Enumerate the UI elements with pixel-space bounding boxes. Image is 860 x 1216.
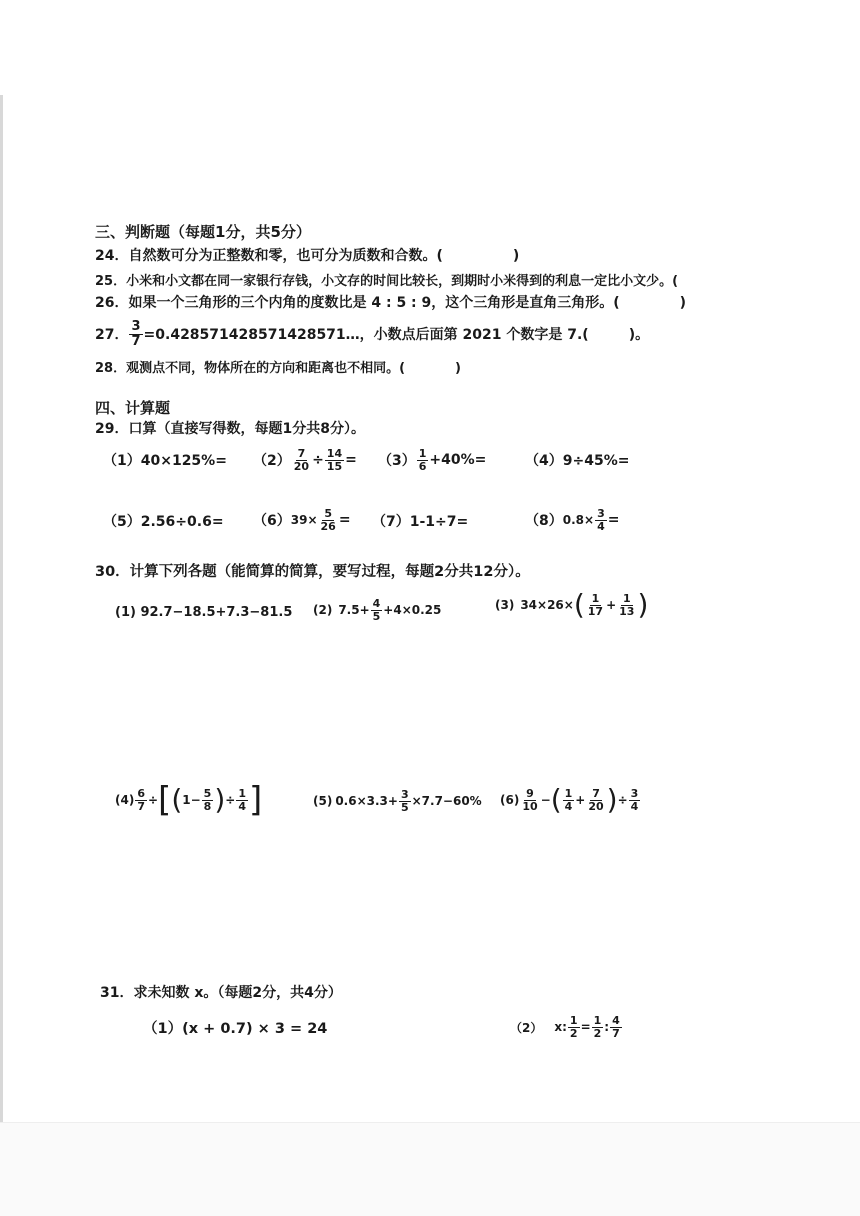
frac-num: 6 (137, 786, 145, 800)
oral-8-pre: 0.8× (562, 513, 595, 527)
question-29: 29．口算（直接写得数，每题1分共8分）。 (95, 421, 365, 437)
fraction (520, 788, 539, 812)
question-26-close: ) (679, 295, 687, 311)
equation-1: （1）(x + 0.7) × 3 = 24 (143, 1020, 328, 1037)
calc-3-pre: 34×26× (520, 598, 574, 612)
question-28-text: 28．观测点不同，物体所在的方向和距离也不相同。( (95, 361, 406, 376)
frac-den: 7 (612, 1026, 620, 1040)
frac-num: 4 (612, 1013, 620, 1027)
fraction (568, 1015, 580, 1039)
oral-2 (253, 440, 357, 480)
frac-den: 5 (372, 609, 381, 623)
oral-6-pre: 39× (290, 513, 318, 527)
calc-4-label: (4) (115, 793, 135, 807)
oral-3 (378, 440, 486, 480)
frac-den: 13 (619, 604, 635, 618)
calc-5-rest: ×7.7−60% (411, 794, 482, 808)
calc-3 (495, 580, 648, 630)
scan-left-edge (0, 95, 3, 1125)
fraction (319, 508, 338, 532)
equals: = (338, 512, 351, 528)
question-24-text: 24．自然数可分为正整数和零，也可分为质数和合数。( (95, 248, 443, 264)
calc-2-rest: +4×0.25 (383, 603, 442, 617)
bracket-close: ] (248, 780, 263, 820)
oral-3-label: （3） (378, 453, 416, 469)
equation-2-pre: x: (554, 1020, 567, 1034)
calc-5-label: (5) (313, 794, 333, 808)
operator: + (606, 598, 617, 612)
calc-2-label: (2) (313, 603, 333, 617)
oral-5: （5）2.56÷0.6= (103, 514, 224, 530)
frac-num: 3 (630, 786, 639, 800)
frac-den: 4 (238, 799, 246, 813)
frac-num: 9 (526, 786, 534, 800)
frac-num: 14 (326, 446, 343, 460)
frac-num: 5 (324, 506, 332, 520)
frac-num: 7 (592, 786, 600, 800)
fraction (610, 1015, 622, 1039)
fraction (292, 448, 311, 472)
operator: ÷ (147, 793, 159, 807)
frac-den: 4 (630, 799, 639, 813)
fraction (325, 448, 344, 472)
frac-den: 5 (400, 800, 409, 814)
frac-den: 26 (320, 519, 336, 533)
question-27-close: )。 (628, 327, 650, 344)
frac-den: 20 (293, 459, 310, 473)
question-27 (95, 320, 649, 348)
question-26-text: 26．如果一个三角形的三个内角的度数比是 4 : 5 : 9，这个三角形是直角三角形。( (95, 295, 620, 311)
colon: : (604, 1020, 610, 1034)
oral-3-rest: +40%= (429, 452, 487, 468)
calc-2-pre: 7.5+ (338, 603, 370, 617)
oral-1: （1）40×125%= (103, 453, 227, 469)
operator: ÷ (225, 793, 236, 807)
oral-8 (525, 500, 619, 540)
frac-num: 1 (238, 786, 246, 800)
oral-4: （4）9÷45%= (525, 453, 630, 469)
calc-6 (500, 775, 641, 825)
fraction (236, 788, 248, 812)
bracket-open: [ (158, 780, 172, 820)
calc-4 (115, 775, 262, 825)
frac-num: 3 (597, 506, 605, 520)
calc-6-label: (6) (500, 793, 520, 807)
fraction (202, 788, 214, 812)
frac-num: 1 (418, 446, 427, 460)
oral-8-label: （8） (525, 513, 563, 529)
section-4-title: 四、计算题 (95, 399, 171, 417)
oral-6-label: （6） (253, 513, 291, 529)
fraction (617, 593, 636, 617)
frac-den: 8 (203, 799, 212, 813)
frac-num: 1 (593, 1013, 602, 1027)
section-3-title: 三、判断题（每题1分，共5分） (95, 223, 311, 241)
calc-4-inner: 1− (182, 793, 201, 807)
frac-den: 7 (131, 333, 141, 349)
question-26 (95, 292, 686, 312)
question-28 (95, 357, 461, 376)
paren-open: ( (573, 588, 585, 621)
frac-den: 15 (326, 459, 343, 473)
frac-num: 1 (591, 591, 600, 605)
operator: + (575, 793, 586, 807)
calc-3-label: (3) (495, 598, 515, 612)
fraction (563, 788, 575, 812)
frac-den: 4 (564, 799, 573, 813)
fraction (371, 598, 383, 622)
paren-close: ) (637, 588, 649, 621)
paren-close: ) (214, 783, 226, 816)
frac-den: 20 (588, 799, 604, 813)
equals: = (345, 452, 357, 468)
equation-2 (510, 1006, 623, 1048)
oral-7: （7）1-1÷7= (372, 514, 469, 530)
question-27-label: 27． (95, 327, 129, 344)
frac-num: 4 (372, 596, 381, 610)
oral-2-label: （2） (253, 453, 291, 469)
fraction (629, 788, 641, 812)
calc-1: (1) 92.7−18.5+7.3−81.5 (115, 604, 293, 620)
question-24-close: ) (512, 248, 520, 264)
frac-num: 1 (622, 591, 631, 605)
frac-num: 3 (400, 787, 409, 801)
fraction (135, 788, 147, 812)
operator: ÷ (312, 452, 324, 468)
equals: = (580, 1020, 591, 1034)
frac-num: 5 (203, 786, 212, 800)
question-24 (95, 245, 519, 265)
equals: = (607, 512, 620, 528)
fraction (417, 448, 429, 472)
frac-num: 1 (569, 1013, 578, 1027)
paren-open: ( (550, 783, 562, 816)
frac-num: 7 (297, 446, 306, 460)
question-30: 30．计算下列各题（能简算的简算，要写过程，每题2分共12分）。 (95, 564, 530, 580)
paren-close: ) (606, 783, 618, 816)
calc-5 (313, 780, 482, 822)
operator: − (540, 793, 551, 807)
calc-2 (313, 588, 441, 632)
paren-open: ( (171, 783, 183, 816)
fraction (595, 508, 607, 532)
calc-5-pre: 0.6×3.3+ (335, 794, 398, 808)
fraction (586, 593, 605, 617)
frac-den: 6 (418, 459, 427, 473)
fraction (592, 1015, 604, 1039)
question-27-text: =0.428571428571428571…，小数点后面第 2021 个数字是 7.( (143, 327, 589, 344)
oral-6 (253, 500, 351, 540)
frac-den: 2 (593, 1026, 602, 1040)
frac-den: 17 (587, 604, 604, 618)
frac-den: 10 (522, 799, 538, 813)
frac-num: 1 (564, 786, 573, 800)
frac-den: 2 (569, 1026, 578, 1040)
operator: ÷ (617, 793, 628, 807)
frac-den: 4 (597, 519, 605, 533)
question-31: 31．求未知数 x。（每题2分，共4分） (100, 985, 342, 1001)
fraction (399, 789, 411, 813)
frac-den: 7 (137, 799, 145, 813)
fraction-3-7 (129, 320, 142, 348)
question-25-text: 25．小米和小文都在同一家银行存钱，小文存的时间比较长，到期时小米得到的利息一定比小文少。( (95, 274, 679, 289)
question-28-close: ) (455, 361, 461, 376)
equation-2-label: （2） (510, 1020, 543, 1035)
frac-num: 3 (131, 319, 141, 334)
scan-bottom-area (0, 1122, 860, 1216)
fraction (586, 788, 605, 812)
question-25 (95, 270, 678, 289)
